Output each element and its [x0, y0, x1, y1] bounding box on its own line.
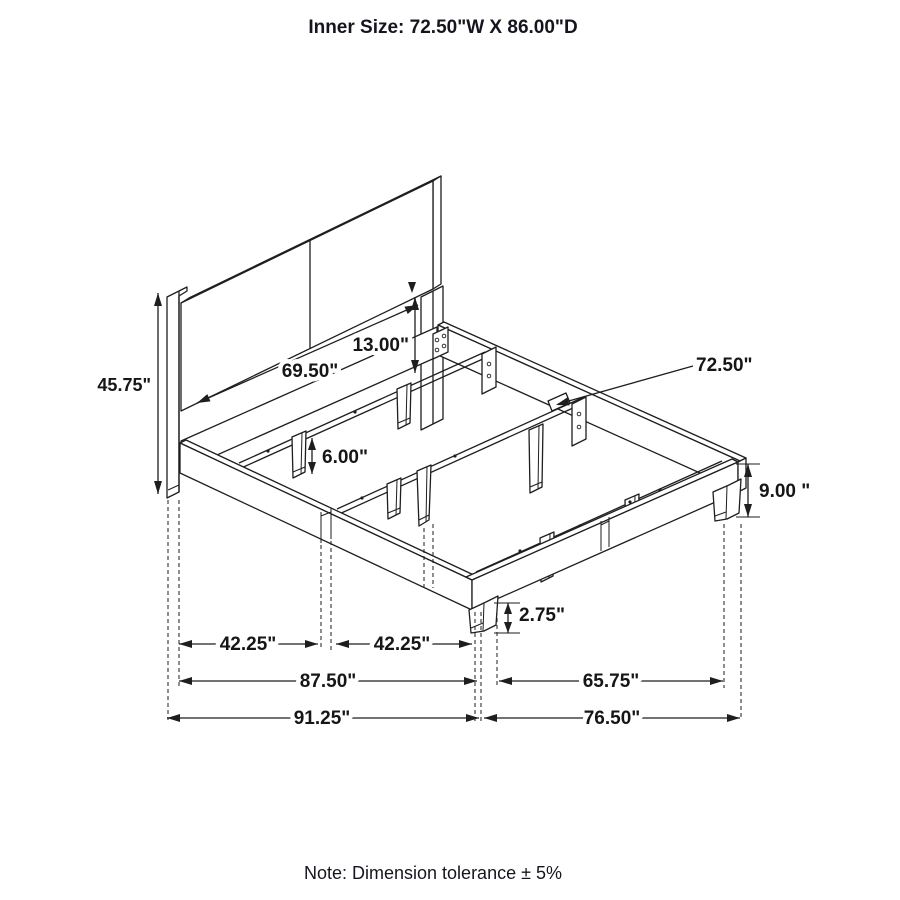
dim-label-corner-leg: 2.75" [519, 605, 565, 626]
dim-label-outer-length: 91.25" [293, 708, 351, 729]
center-leg [292, 431, 306, 478]
foot-rail-top [466, 459, 738, 580]
support-rail-2-bracket [572, 397, 586, 446]
dim-label-half-right: 42.25" [373, 634, 431, 655]
center-leg [387, 478, 401, 519]
support-rail-2-edge [337, 403, 584, 515]
diagram-title: Inner Size: 72.50"W X 86.00"D [308, 17, 578, 38]
dim-label-outer-foot-width: 76.50" [583, 708, 641, 729]
extension-lines [168, 500, 741, 724]
dim-corner-leg [494, 603, 565, 633]
center-leg [397, 383, 411, 429]
support-rail-1-bracket [482, 347, 496, 394]
frame-front [180, 440, 746, 610]
far-side-rail-face [438, 325, 740, 491]
dim-half-left [179, 634, 318, 655]
dim-headboard-height [97, 293, 162, 494]
screw-dot [628, 500, 631, 503]
tolerance-note: Note: Dimension tolerance ± 5% [303, 863, 563, 883]
center-leg [417, 465, 431, 526]
support-rail-2 [337, 397, 584, 509]
support-rail-3 [476, 461, 722, 572]
dim-outer-length [167, 708, 479, 729]
screw-dot [360, 496, 363, 499]
dim-label-half-left: 42.25" [219, 634, 277, 655]
screw-dot [353, 410, 356, 413]
screw-dot [453, 454, 456, 457]
center-leg [529, 424, 543, 493]
dim-label-headboard-width: 69.50" [281, 361, 339, 382]
dim-label-headboard-height: 45.75" [97, 375, 151, 395]
dim-label-support-rail: 72.50" [696, 355, 753, 376]
screw-dot [266, 449, 269, 452]
dim-label-center-leg: 6.00" [322, 447, 368, 468]
headboard-side-edge [433, 176, 441, 289]
dim-side-rail-height [736, 464, 810, 517]
dim-label-side-rail-height: 9.00 " [759, 481, 811, 502]
dim-center-leg [308, 438, 368, 474]
dim-half-right [336, 634, 472, 655]
dim-label-inner-foot-width: 65.75" [582, 671, 640, 692]
dim-inner-length [179, 671, 477, 692]
dim-label-inner-length: 87.50" [299, 671, 357, 692]
dim-inner-foot-width [499, 671, 723, 692]
screw-dot [518, 549, 521, 552]
dim-outer-foot-width [484, 708, 740, 729]
foot-rail-face [472, 462, 738, 610]
dim-label-post-exposed: 13.00" [352, 335, 409, 356]
